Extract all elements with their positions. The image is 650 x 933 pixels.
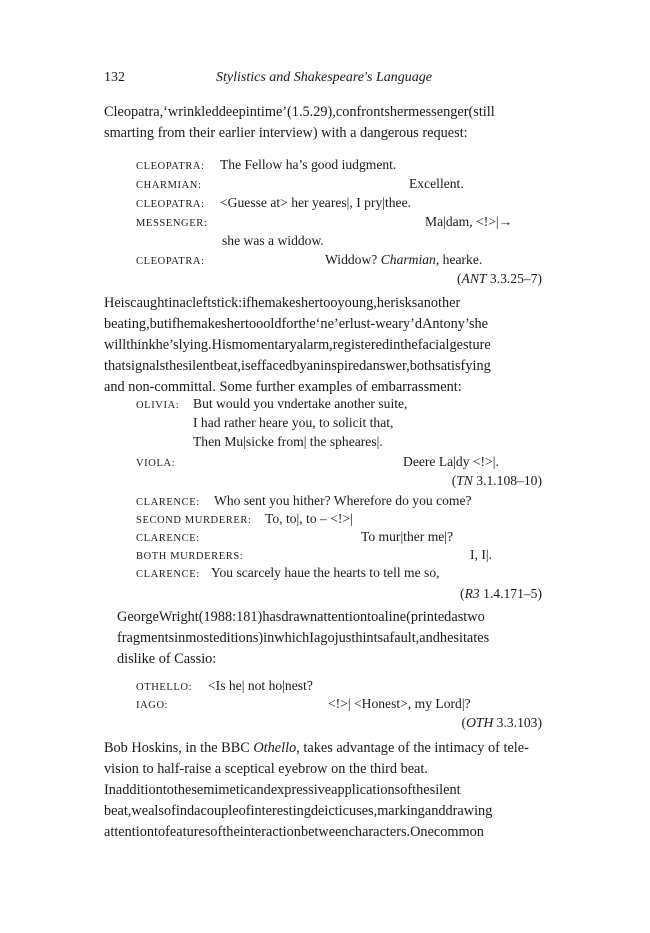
text-line: vision to half-raise a sceptical eyebrow on the third beat. xyxy=(104,761,428,777)
speaker-label: CLEOPATRA: xyxy=(136,199,205,210)
speaker-label: OLIVIA: xyxy=(136,400,180,411)
citation-part: 3.3.25–7) xyxy=(486,271,542,286)
speaker-label: SECOND MURDERER: xyxy=(136,515,252,526)
citation xyxy=(457,270,542,288)
verse-line: I, I|. xyxy=(470,547,492,562)
paragraph-1 xyxy=(104,102,544,144)
verse-line: You scarcely haue the hearts to tell me so, xyxy=(211,565,440,580)
verse-line: Who sent you hither? Wherefore do you come? xyxy=(214,493,472,508)
verse-text: Widdow? xyxy=(325,252,381,267)
citation-part: 3.1.108–10) xyxy=(472,473,542,488)
verse-line: Then Mu|sicke from| the spheares|. xyxy=(193,434,383,449)
speaker-label: OTHELLO: xyxy=(136,682,193,693)
speaker-label: CLARENCE: xyxy=(136,569,200,580)
citation xyxy=(460,585,542,603)
speaker-label: CHARMIAN: xyxy=(136,180,202,191)
verse-text: hearke. xyxy=(439,252,483,267)
verse-line: Excellent. xyxy=(409,176,464,191)
text-run: takes advantage of the intimacy of tele- xyxy=(299,740,529,756)
verse-text-italic: Charmian, xyxy=(380,252,440,267)
citation-part: ( xyxy=(461,715,467,730)
speaker-label: CLARENCE: xyxy=(136,497,200,508)
paragraph-3 xyxy=(117,607,544,670)
speaker-label: BOTH MURDERERS: xyxy=(136,551,244,562)
text-line: Heiscaughtinacleftstick:ifhemakeshertooyoung,herisksanother xyxy=(104,295,461,311)
speaker-label: IAGO: xyxy=(136,700,169,711)
citation-play: OTH xyxy=(466,715,494,730)
text-line: beat,wealsofindacoupleofinterestingdeicticuses,markinganddrawing xyxy=(104,803,493,819)
verse-line: Deere La|dy <!>|. xyxy=(403,454,499,469)
verse-line: she was a widdow. xyxy=(222,233,324,248)
citation-part: ( xyxy=(460,586,465,601)
verse-line: <Is he| not ho|nest? xyxy=(208,678,313,693)
paragraph-2 xyxy=(104,293,544,398)
citation xyxy=(452,472,542,490)
speaker-label: CLEOPATRA: xyxy=(136,161,205,172)
citation-play: ANT xyxy=(461,271,487,286)
verse-line: Ma|dam, <!>|→ xyxy=(425,214,513,229)
paragraph-4 xyxy=(104,738,544,843)
speaker-label: MESSENGER: xyxy=(136,218,208,229)
verse-line xyxy=(325,251,482,269)
text-line: smarting from their earlier interview) with a dangerous request: xyxy=(104,125,468,141)
text-line: fragmentsinmosteditions)inwhichIagojusthintsafault,andhesitates xyxy=(117,630,490,646)
text-line: Cleopatra,‘wrinkleddeepintime’(1.5.29),confrontshermessenger(still xyxy=(104,104,495,120)
text-line: and non-committal. Some further examples of embarrassment: xyxy=(104,379,462,395)
running-title: Stylistics and Shakespeare's Language xyxy=(216,70,432,85)
verse-line: To mur|ther me|? xyxy=(361,529,454,544)
text-line: willthinkhe’slying.Hismomentaryalarm,registeredinthefacialgesture xyxy=(104,337,491,353)
citation-play: TN xyxy=(456,473,473,488)
verse-line: To, to|, to – <!>| xyxy=(265,511,353,526)
citation-part: 3.3.103) xyxy=(493,715,542,730)
speaker-label: CLARENCE: xyxy=(136,533,200,544)
citation-part: 1.4.171–5) xyxy=(479,586,542,601)
verse-line: <!>| <Honest>, my Lord|? xyxy=(328,696,471,711)
text-run-italic: Othello, xyxy=(253,740,300,756)
text-line: attentiontofeaturesoftheinteractionbetweencharacters.Onecommon xyxy=(104,824,484,840)
citation-part: ( xyxy=(451,473,457,488)
citation xyxy=(462,714,542,732)
text-line: thatsignalsthesilentbeat,iseffacedbyaninspiredanswer,bothsatisfying xyxy=(104,358,491,374)
page-header xyxy=(104,70,544,90)
page-number: 132 xyxy=(104,70,125,85)
verse-line: <Guesse at> her yeares|, I pry|thee. xyxy=(220,195,411,210)
text-line: beating,butifhemakeshertoooldforthe‘ne’erlust-weary’dAntony’she xyxy=(104,316,488,332)
speaker-label: CLEOPATRA: xyxy=(136,256,205,267)
text-line: GeorgeWright(1988:181)hasdrawnattentiontoaline(printedastwo xyxy=(117,609,485,625)
citation-play: R3 xyxy=(464,586,480,601)
speaker-label: VIOLA: xyxy=(136,458,176,469)
text-line: dislike of Cassio: xyxy=(117,651,217,667)
text-run: Bob Hoskins, in the BBC xyxy=(104,740,254,756)
verse-line: I had rather heare you, to solicit that, xyxy=(193,415,394,430)
verse-line: The Fellow ha’s good iudgment. xyxy=(220,157,397,172)
verse-line: But would you vndertake another suite, xyxy=(193,396,408,411)
text-line xyxy=(104,738,544,759)
text-line: Inadditiontothesemimeticandexpressiveapplicationsofthesilent xyxy=(104,782,461,798)
citation-part: ( xyxy=(457,271,462,286)
